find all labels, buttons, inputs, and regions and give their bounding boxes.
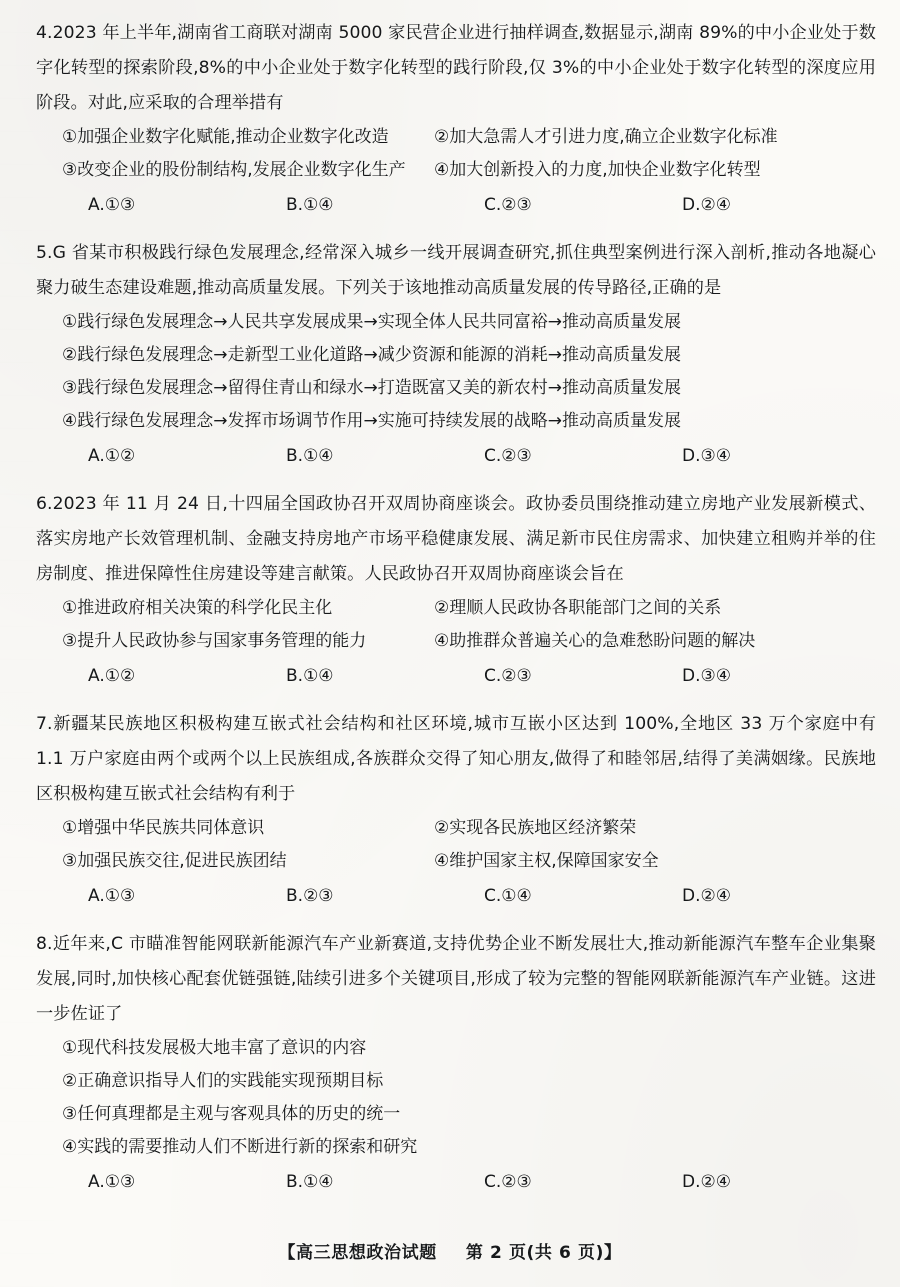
question-6-option-c[interactable]: C.②③: [484, 666, 532, 686]
question-4-option-c[interactable]: C.②③: [484, 195, 532, 215]
question-6-option-a[interactable]: A.①②: [88, 666, 136, 686]
question-6-options: [36, 660, 876, 693]
question-8: [36, 927, 876, 1199]
question-7-option-d[interactable]: D.②④: [682, 886, 731, 906]
question-7-options: [36, 880, 876, 913]
question-5-option-a[interactable]: A.①②: [88, 446, 136, 466]
question-4-statement-4: ④加大创新投入的力度,加快企业数字化转型: [434, 160, 761, 180]
question-4-option-d[interactable]: D.②④: [682, 195, 731, 215]
question-7-statement-4: ④维护国家主权,保障国家安全: [434, 851, 659, 871]
question-4-options: [36, 189, 876, 222]
question-4-statement-2: ②加大急需人才引进力度,确立企业数字化标准: [434, 127, 778, 147]
question-7-text: 新疆某民族地区积极构建互嵌式社会结构和社区环境,城市互嵌小区达到 100%,全地区 33 万个家庭中有 1.1 万户家庭由两个或两个以上民族组成,各族群众交得了知心朋友,做得了和睦邻居,结得了美满姻缘。民族地区积极构建互嵌式社会结构有利于: [36, 714, 876, 804]
question-5: [36, 236, 876, 473]
question-5-statement-3: ③践行绿色发展理念→留得住青山和绿水→打造既富又美的新农村→推动高质量发展: [62, 378, 681, 398]
question-7-option-c[interactable]: C.①④: [484, 886, 532, 906]
footer-title: 【高三思想政治试题: [278, 1243, 437, 1263]
question-7-statement-3: ③加强民族交往,促进民族团结: [62, 851, 287, 871]
question-6-statement-1: ①推进政府相关决策的科学化民主化: [62, 598, 333, 618]
question-4-number: 4.: [36, 23, 53, 43]
question-4-statement-1: ①加强企业数字化赋能,推动企业数字化改造: [62, 127, 389, 147]
question-4-statement-row-2: [36, 154, 876, 187]
question-6: [36, 487, 876, 693]
question-6-option-b[interactable]: B.①④: [286, 666, 334, 686]
question-7-option-b[interactable]: B.②③: [286, 886, 334, 906]
question-5-option-c[interactable]: C.②③: [484, 446, 532, 466]
question-5-option-d[interactable]: D.③④: [682, 446, 731, 466]
question-4: [36, 16, 876, 222]
question-7: [36, 707, 876, 913]
question-7-statement-row-1: [36, 812, 876, 845]
question-8-stem: [36, 927, 876, 1032]
question-6-option-d[interactable]: D.③④: [682, 666, 731, 686]
question-6-statement-3: ③提升人民政协参与国家事务管理的能力: [62, 631, 367, 651]
question-4-option-a[interactable]: A.①③: [88, 195, 136, 215]
question-8-option-a[interactable]: A.①③: [88, 1172, 136, 1192]
question-6-statement-2: ②理顺人民政协各职能部门之间的关系: [434, 598, 722, 618]
footer-page-number: 第 2 页(共 6 页)】: [465, 1243, 622, 1263]
question-6-statement-row-1: [36, 592, 876, 625]
question-4-statement-3: ③改变企业的股份制结构,发展企业数字化生产: [62, 160, 406, 180]
questions-container: [36, 16, 876, 1213]
question-6-statement-row-2: [36, 625, 876, 658]
question-7-stem: [36, 707, 876, 812]
question-8-statement-2: ②正确意识指导人们的实践能实现预期目标: [62, 1071, 384, 1091]
question-7-statement-row-2: [36, 845, 876, 878]
question-6-text: 2023 年 11 月 24 日,十四届全国政协召开双周协商座谈会。政协委员围绕推动建立房地产业发展新模式、落实房地产长效管理机制、金融支持房地产市场平稳健康发展、满足新市民住房需求、加快建立租购并举的住房制度、推进保障性住房建设等建言献策。人民政协召开双周协商座谈会旨在: [36, 494, 876, 584]
question-4-option-b[interactable]: B.①④: [286, 195, 334, 215]
question-8-number: 8.: [36, 934, 53, 954]
question-4-stem: [36, 16, 876, 121]
question-6-stem: [36, 487, 876, 592]
question-8-statement-4: ④实践的需要推动人们不断进行新的探索和研究: [62, 1137, 418, 1157]
question-5-options: [36, 440, 876, 473]
page-footer: [0, 1238, 900, 1263]
question-5-number: 5.: [36, 243, 53, 263]
question-6-statement-4: ④助推群众普遍关心的急难愁盼问题的解决: [434, 631, 756, 651]
question-8-option-c[interactable]: C.②③: [484, 1172, 532, 1192]
question-5-option-b[interactable]: B.①④: [286, 446, 334, 466]
question-7-option-a[interactable]: A.①③: [88, 886, 136, 906]
question-5-text: G 省某市积极践行绿色发展理念,经常深入城乡一线开展调查研究,抓住典型案例进行深入剖析,推动各地凝心聚力破生态建设难题,推动高质量发展。下列关于该地推动高质量发展的传导路径,正确的是: [36, 243, 876, 298]
question-8-option-b[interactable]: B.①④: [286, 1172, 334, 1192]
question-7-number: 7.: [36, 714, 53, 734]
question-8-option-d[interactable]: D.②④: [682, 1172, 731, 1192]
question-7-statement-2: ②实现各民族地区经济繁荣: [434, 818, 637, 838]
question-6-number: 6.: [36, 494, 53, 514]
question-8-statement-1: ①现代科技发展极大地丰富了意识的内容: [62, 1038, 367, 1058]
question-5-stem: [36, 236, 876, 306]
question-8-options: [36, 1166, 876, 1199]
question-4-text: 2023 年上半年,湖南省工商联对湖南 5000 家民营企业进行抽样调查,数据显示,湖南 89%的中小企业处于数字化转型的探索阶段,8%的中小企业处于数字化转型的践行阶段,仅 3%的中小企业处于数字化转型的深度应用阶段。对此,应采取的合理举措有: [36, 23, 876, 113]
question-5-statement-1: ①践行绿色发展理念→人民共享发展成果→实现全体人民共同富裕→推动高质量发展: [62, 312, 681, 332]
question-8-text: 近年来,C 市瞄准智能网联新能源汽车产业新赛道,支持优势企业不断发展壮大,推动新能源汽车整车企业集聚发展,同时,加快核心配套优链强链,陆续引进多个关键项目,形成了较为完整的智能网联新能源汽车产业链。这进一步佐证了: [36, 934, 876, 1024]
question-8-statement-3: ③任何真理都是主观与客观具体的历史的统一: [62, 1104, 401, 1124]
question-5-statement-2: ②践行绿色发展理念→走新型工业化道路→减少资源和能源的消耗→推动高质量发展: [62, 345, 681, 365]
question-4-statement-row-1: [36, 121, 876, 154]
question-7-statement-1: ①增强中华民族共同体意识: [62, 818, 265, 838]
question-5-statement-4: ④践行绿色发展理念→发挥市场调节作用→实施可持续发展的战略→推动高质量发展: [62, 411, 681, 431]
